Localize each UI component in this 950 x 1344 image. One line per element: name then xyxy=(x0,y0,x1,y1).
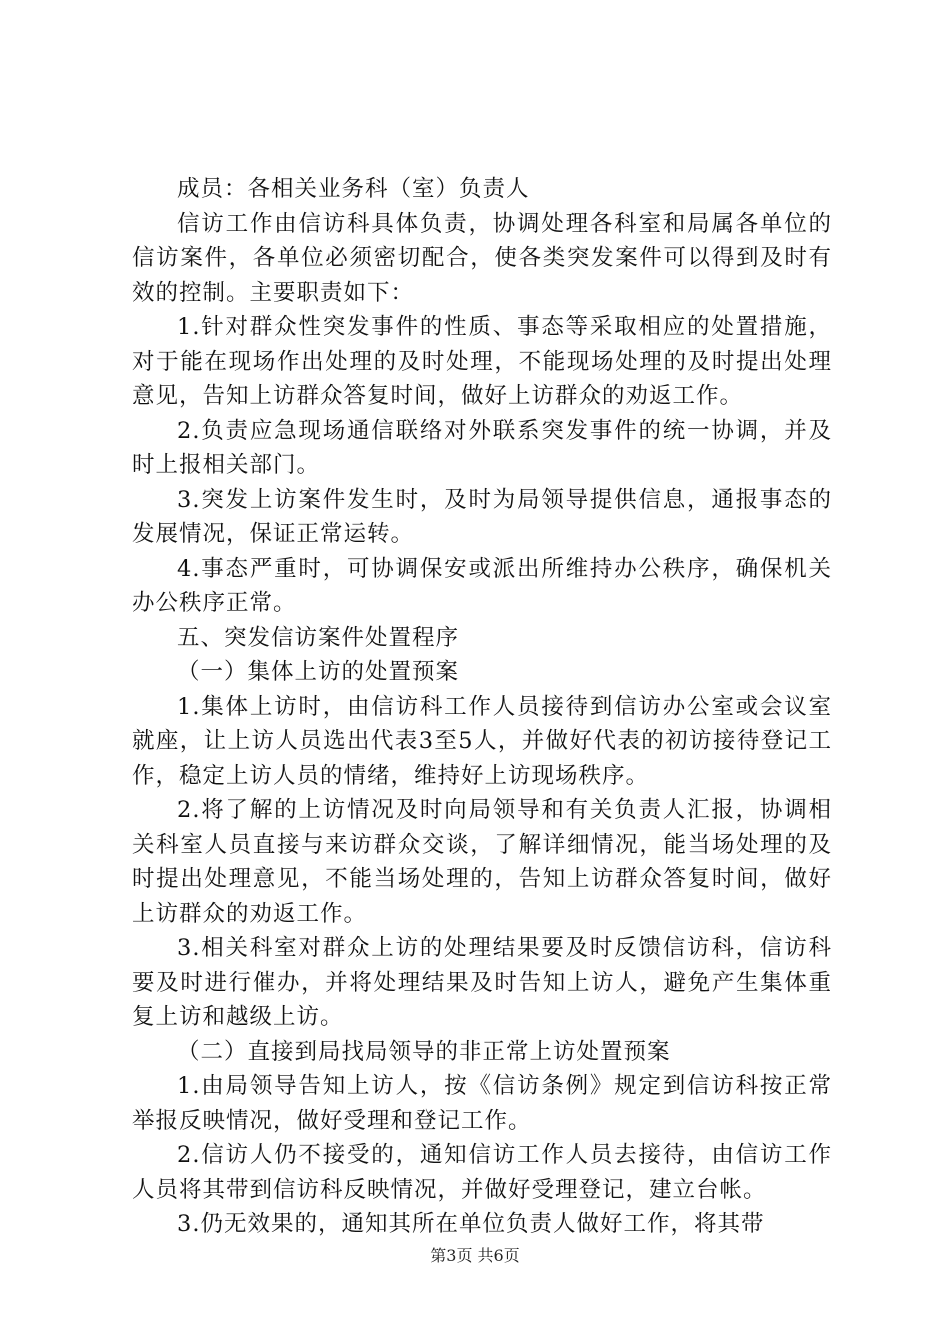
members-line: 成员：各相关业务科（室）负责人 xyxy=(177,176,530,202)
document-body xyxy=(132,172,832,1242)
duty-item-4: 4.事态严重时，可协调保安或派出所维持办公秩序，确保机关办公秩序正常。 xyxy=(132,555,832,616)
subsection-heading-1: （一）集体上访的处置预案 xyxy=(177,659,460,685)
section-heading-5: 五、突发信访案件处置程序 xyxy=(177,624,460,651)
duty-item-3: 3.突发上访案件发生时，及时为局领导提供信息，通报事态的发展情况，保证正常运转。 xyxy=(132,486,832,547)
responsibility-intro: 信访工作由信访科具体负责，协调处理各科室和局属各单位的信访案件，各单位必须密切配合，使各类突发案件可以得到及时有效的控制。主要职责如下： xyxy=(132,210,832,306)
direct-step-3: 3.仍无效果的，通知其所在单位负责人做好工作，将其带 xyxy=(177,1211,765,1237)
direct-step-2: 2.信访人仍不接受的，通知信访工作人员去接待，由信访工作人员将其带到信访科反映情况，并做好受理登记，建立台帐。 xyxy=(132,1142,832,1203)
collective-step-1: 1.集体上访时，由信访科工作人员接待到信访办公室或会议室就座，让上访人员选出代表3至5人，并做好代表的初访接待登记工作，稳定上访人员的情绪，维持好上访现场秩序。 xyxy=(132,693,832,789)
duty-item-1: 1.针对群众性突发事件的性质、事态等采取相应的处置措施，对于能在现场作出处理的及时处理，不能现场处理的及时提出处理意见，告知上访群众答复时间，做好上访群众的劝返工作。 xyxy=(132,314,832,409)
subsection-heading-2: （二）直接到局找局领导的非正常上访处置预案 xyxy=(177,1038,671,1065)
direct-step-1: 1.由局领导告知上访人，按《信访条例》规定到信访科按正常举报反映情况，做好受理和登记工作。 xyxy=(132,1073,832,1134)
collective-step-2: 2.将了解的上访情况及时向局领导和有关负责人汇报，协调相关科室人员直接与来访群众交谈，了解详细情况，能当场处理的及时提出处理意见，不能当场处理的，告知上访群众答复时间，做好上访群众的劝返工作。 xyxy=(132,797,832,927)
page-footer: 第3页 共6页 xyxy=(430,1246,520,1265)
collective-step-3: 3.相关科室对群众上访的处理结果要及时反馈信访科，信访科要及时进行催办，并将处理结果及时告知上访人，避免产生集体重复上访和越级上访。 xyxy=(132,935,832,1030)
duty-item-2: 2.负责应急现场通信联络对外联系突发事件的统一协调，并及时上报相关部门。 xyxy=(132,417,832,478)
